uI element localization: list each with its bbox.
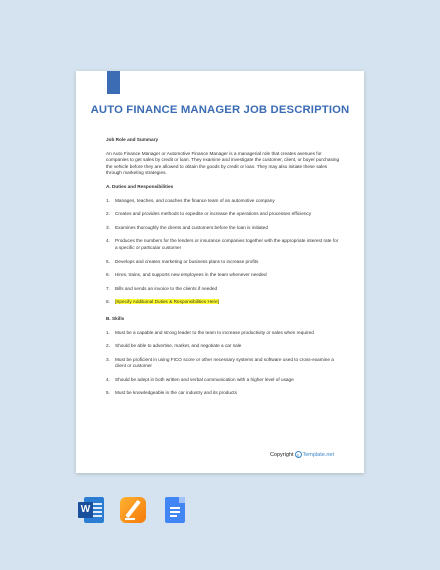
- list-item: 6. Hires, trains, and supports new employees in the team whenever needed: [106, 272, 267, 278]
- copyright-brand[interactable]: Template.net: [302, 451, 334, 458]
- list-item: 5. Must be knowledgeable in the car industry and its products: [106, 390, 237, 396]
- section-heading-skills: B. Skills: [106, 315, 125, 321]
- app-icons-row: [78, 497, 188, 523]
- list-item: 5. Develops and creates marketing or business plans to increase profits: [106, 258, 259, 264]
- word-icon[interactable]: W: [78, 497, 104, 523]
- list-item: 2. Creates and provides methods to expedite or increase the operations and processes efficiency: [106, 211, 312, 217]
- list-item: 3. Must be proficient in using FICO score or other necessary systems and software used to cross-examine a client or customer: [106, 356, 334, 369]
- summary-paragraph: An Auto Finance Manager or Automotive Finance Manager is a managerial role that creates avenues for companies to get sales by credit or loan. They examine and investigate the customer, client, or buyer purchasing the vehicle before they are allowed to obtain the goods by credit or loan. They may also initiate these sales through marketing strategies.: [106, 150, 340, 176]
- accent-tab: [107, 71, 120, 94]
- list-item: 4. Should be adept in both written and verbal communication with a higher level of usage: [106, 376, 294, 382]
- google-docs-icon[interactable]: [162, 497, 188, 523]
- document-title: AUTO FINANCE MANAGER JOB DESCRIPTION: [90, 104, 350, 116]
- list-item: 1. Manages, teaches, and coaches the finance team of an automotive company: [106, 197, 275, 203]
- list-item: 4. Produces the numbers for the lenders or insurance companies together with the appropriate interest rate for a specific or particular customer: [106, 238, 339, 250]
- template-net-logo-icon: t: [295, 451, 302, 458]
- pages-icon[interactable]: [120, 497, 146, 523]
- copyright-line: [270, 451, 334, 458]
- list-item: 3. Examines thoroughly the clients and customers before the loan is initiated: [106, 224, 268, 230]
- list-item-placeholder: 8. [Specify Additional Duties & Responsibilities Here]: [106, 299, 219, 305]
- section-heading-summary: Job Role and Summary: [106, 137, 159, 142]
- section-heading-duties: A. Duties and Responsibilities: [106, 183, 174, 189]
- list-item: 2. Should be able to advertise, market, and negotiate a car sale: [106, 343, 242, 349]
- highlighted-placeholder: [Specify Additional Duties & Responsibilities Here]: [115, 299, 219, 305]
- copyright-label: Copyright: [269, 451, 294, 458]
- document-content: [106, 137, 342, 404]
- document-page: [76, 71, 364, 473]
- list-item: 7. Bills and sends an invoice to the clients if needed: [106, 285, 218, 291]
- list-item: 1. Must be a capable and strong leader to the team to increase productivity or sales when required: [106, 329, 314, 335]
